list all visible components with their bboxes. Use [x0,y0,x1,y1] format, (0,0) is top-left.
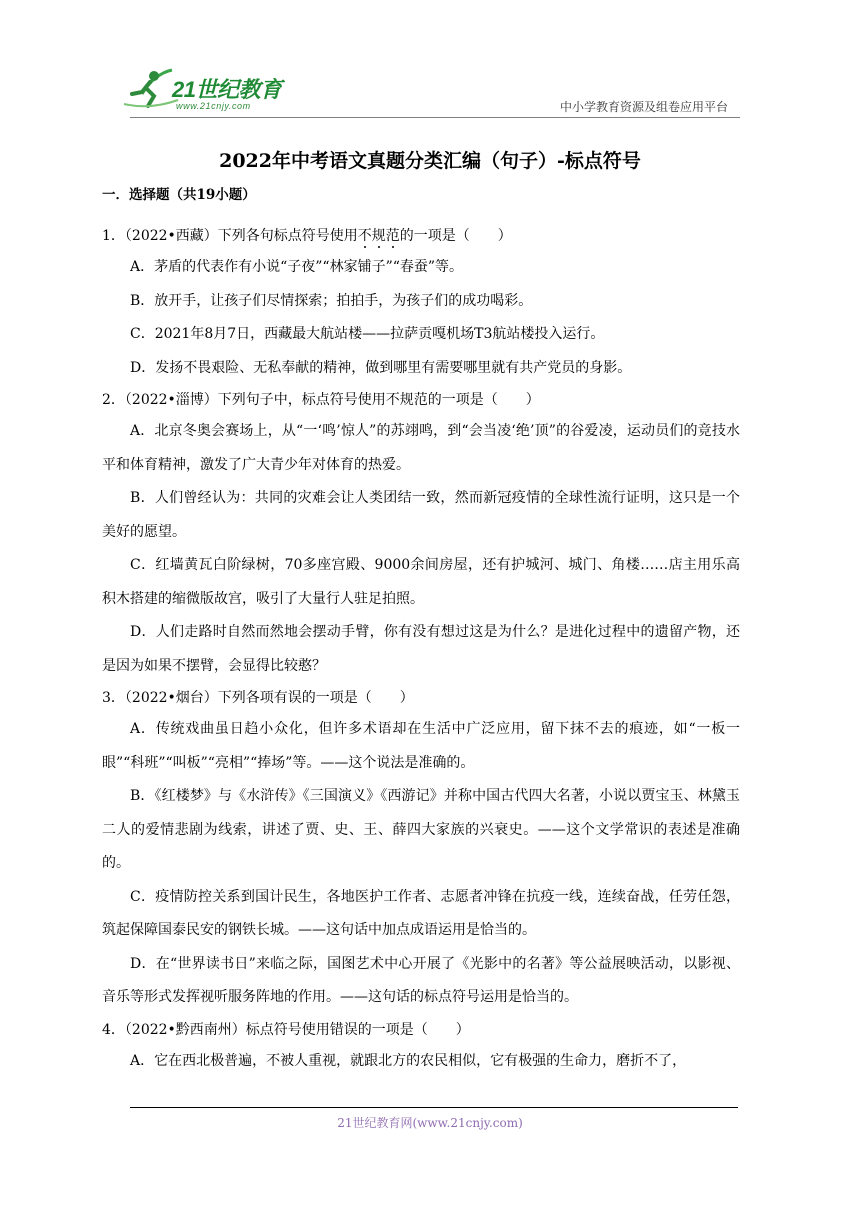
question-stem: 2．（2022•淄博）下列句子中，标点符号使用不规范的一项是（ ） [102,392,540,408]
question-2 [102,385,740,683]
page-header [120,64,740,120]
stem-part: 的一项是（ ） [399,228,512,244]
footer-divider [130,1107,738,1108]
document-body [102,189,740,1078]
runner-logo-icon [120,64,180,112]
question-stem: 3．（2022•烟台）下列各项有误的一项是（ ） [102,690,414,706]
footer-text: 21世纪教育网(www.21cnjy.com) [337,1116,523,1130]
option: D．人们走路时自然而然地会摆动手臂，你有没有想过这是为什么？是进化过程中的遗留产物，还是因为如果不摆臂，会显得比较憨？ [102,624,740,674]
platform-label: 中小学教育资源及组卷应用平台 [559,100,728,114]
option: C．2021年8月7日，西藏最大航站楼——拉萨贡嘎机场T3航站楼投入运行。 [130,326,605,342]
option: B．《红楼梦》与《水浒传》《三国演义》《西游记》并称中国古代四大名著，小说以贾宝玉、林黛玉二人的爱情悲剧为线索，讲述了贾、史、王、薛四大家族的兴衰史。——这个文学常识的表述是准确的。 [102,788,740,871]
option: C．疫情防控关系到国计民生，各地医护工作者、志愿者冲锋在抗疫一线，连续奋战，任劳任怨，筑起保障国泰民安的钢铁长城。——这句话中加点成语运用是恰当的。 [102,888,740,938]
page-title: 2022年中考语文真题分类汇编（句子）-标点符号 [219,150,641,172]
section-heading: 一．选择题（共19小题） [102,187,256,203]
option: B．人们曾经认为：共同的灾难会让人类团结一致，然而新冠疫情的全球性流行证明，这只是一个美好的愿望。 [102,490,740,540]
question-3 [102,683,740,1015]
option: A．北京冬奥会赛场上，从“一‘鸣’惊人”的苏翊鸣，到“会当凌‘绝’顶”的谷爱凌，运动员们的竞技水平和体育精神，激发了广大青少年对体育的热爱。 [102,423,740,473]
option: C．红墙黄瓦白阶绿树，70多座宫殿、9000余间房屋，还有护城河、城门、角楼……店主用乐高积木搭建的缩微版故宫，吸引了大量行人驻足拍照。 [102,557,740,607]
question-stem [102,221,740,251]
option: A．传统戏曲虽日趋小众化，但许多术语却在生活中广泛应用，留下抹不去的痕迹，如“一板一眼”“科班”“叫板”“亮相”“捧场”等。——这个说法是准确的。 [102,721,740,771]
emphasized-char: 不 [357,228,372,244]
option: D．发扬不畏艰险、无私奉献的精神，做到哪里有需要哪里就有共产党员的身影。 [130,359,632,376]
header-divider [130,117,740,118]
logo-text: 21世纪教育 [172,77,282,102]
emphasized-char: 规 [371,228,386,244]
stem-part: 1．（2022•西藏）下列各句标点符号使用 [102,228,358,244]
question-1 [102,221,740,385]
logo [120,64,310,118]
question-4 [102,1015,740,1079]
question-stem: 4．（2022•黔西南州）标点符号使用错误的一项是（ ） [102,1021,470,1038]
logo-url: www.21cnjy.com [176,101,251,111]
option: D．在“世界读书日”来临之际，国图艺术中心开展了《光影中的名著》等公益展映活动，以影视、音乐等形式发挥视听服务阵地的作用。——这句话的标点符号运用是恰当的。 [102,955,740,1005]
emphasized-char: 范 [385,228,400,244]
option: B．放开手，让孩子们尽情探索；拍拍手，为孩子们的成功喝彩。 [130,292,533,309]
emphasized-words [358,228,400,244]
option: A．它在西北极普遍，不被人重视，就跟北方的农民相似，它有极强的生命力，磨折不了， [130,1052,687,1069]
option: A．茅盾的代表作有小说“子夜”“林家铺子”“春蚕”等。 [130,259,464,275]
